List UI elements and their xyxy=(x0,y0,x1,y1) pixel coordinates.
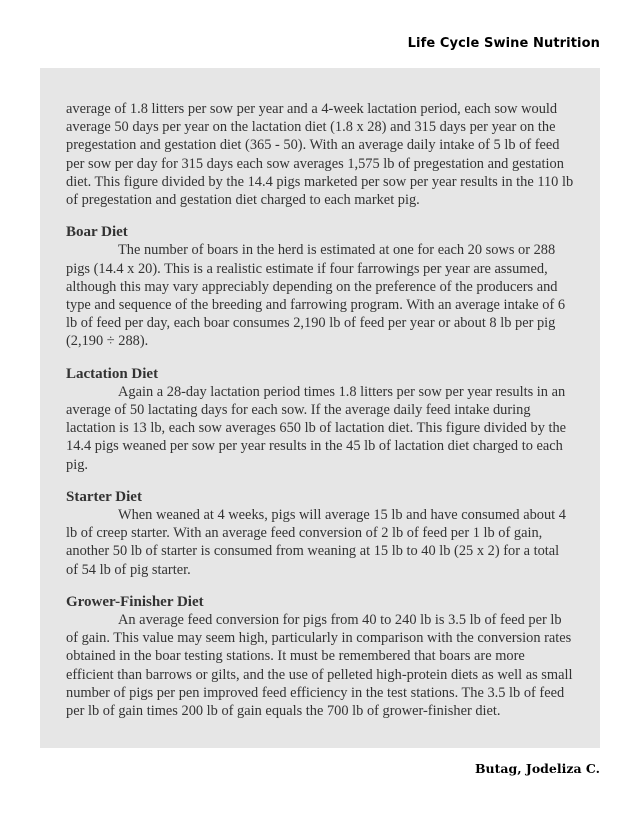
section-grower-finisher-diet xyxy=(66,593,574,720)
section-heading: Starter Diet xyxy=(66,488,142,505)
section-heading: Boar Diet xyxy=(66,224,128,241)
section-starter-diet xyxy=(66,488,574,579)
section-paragraph: An average feed conversion for pigs from 40 to 240 lb is 3.5 lb of feed per lb of gain. This value may seem high, particularly in comparison with the conversion rates obtained in the boar testing stations. It must be remembered that boars are more efficient than barrows or gilts, and the use of pelleted high-protein diets as well as small number of pigs per pen improved feed efficiency in the test stations. The 3.5 lb of feed per lb of gain times 200 lb of gain equals the 700 lb of grower-finisher diet. xyxy=(66,612,573,720)
scanned-page xyxy=(40,68,600,748)
section-lactation-diet xyxy=(66,365,574,474)
author-name: Butag, Jodeliza C. xyxy=(474,761,600,776)
section-paragraph: When weaned at 4 weeks, pigs will average 15 lb and have consumed about 4 lb of creep starter. With an average feed conversion of 2 lb of feed per 1 lb of gain, another 50 lb of starter is consumed from weaning at 15 lb to 40 lb (25 x 2) for a total of 54 lb of pig starter. xyxy=(66,507,566,578)
section-paragraph: The number of boars in the herd is estimated at one for each 20 sows or 288 pigs (14.4 x 20). This is a realistic estimate if four farrowings per year are assumed, although this may vary appreciably depending on the preference of the producers and type and sequence of the breeding and farrowing program. With an average intake of 6 lb of feed per day, each boar consumes 2,190 lb of feed per year or about 8 lb per pig (2,190 ÷ 288). xyxy=(66,242,566,350)
header-title: Life Cycle Swine Nutrition xyxy=(407,36,600,51)
section-heading: Lactation Diet xyxy=(66,365,159,382)
section-boar-diet xyxy=(66,223,574,350)
section-paragraph: Again a 28-day lactation period times 1.8 litters per sow per year results in an average of 50 lactating days for each sow. If the average daily feed intake during lactation is 13 lb, each sow averages 650 lb of lactation diet. This figure divided by the 14.4 pigs weaned per sow per year results in the 45 lb of lactation diet charged to each pig. xyxy=(66,383,567,473)
intro-paragraph: average of 1.8 litters per sow per year and a 4-week lactation period, each sow would average 50 days per year on the lactation diet (1.8 x 28) and 315 days per year on the pregestation and gestation diet (365 - 50). With an average daily intake of 5 lb of feed per sow per day for 315 days each sow averages 1,575 lb of pregestation and gestation diet. This figure divided by the 14.4 pigs marketed per sow per year results in the 110 lb of pregestation and gestation diet charged to each market pig. xyxy=(66,101,574,209)
section-heading: Grower-Finisher Diet xyxy=(66,593,204,610)
